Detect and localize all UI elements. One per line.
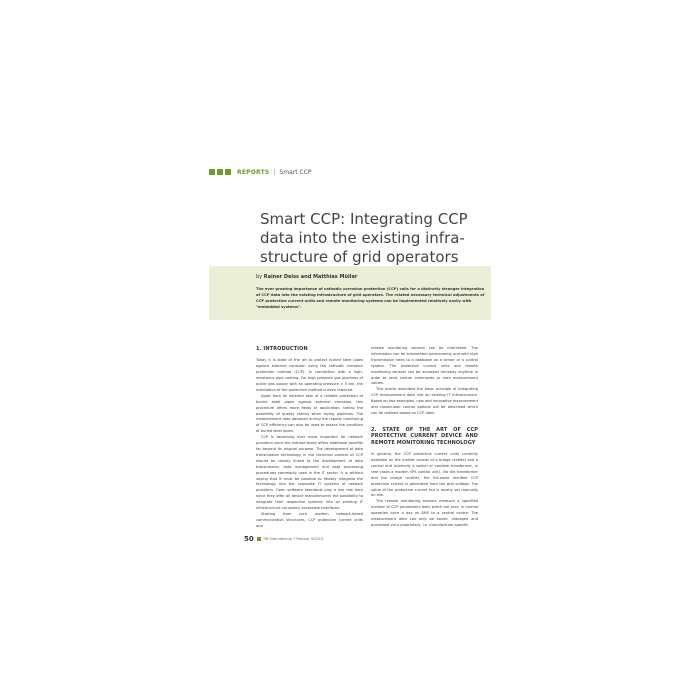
paragraph: Today it is state of the art to protect buried steel pipes against external corrosion using the cathodic corrosion protection method (CCP). In connection with a high-resistance pipe coating. For high pressure gas pipelines of public gas supply with an operating pressure > 5 bar, the installation of the protection method is even required. bbox=[256, 358, 363, 392]
paragraph: CCP is becoming ever more important for network providers since the method today offers additional benefits far beyond its original purpose. The development of data transmission technology in the technical context of CCP should be closely linked to the development of data transmission, data management and data processing procedures commonly used in the IT sector. It is without saying that it must be possible to flexibly integrate the technology into the corporate IT systems of network providers. Open software standards play a key role here since they offer all device manufacturers the possibility to integrate their respective systems into an existing IT infrastructure via openly accessible interfaces. bbox=[256, 435, 363, 511]
paragraph: In general, the CCP protective current units currently available on the market consist of a bridge rectifier and a control unit (normally a switch or variable transformer, in rare cases a modern SPS control unit). Via the transformer and the bridge rectifier, the full-wave rectified CCP protective current is generated from the grid voltage. The value of the protective current fed is mostly set manually on site. bbox=[371, 452, 478, 498]
page-number: 50 bbox=[244, 535, 254, 543]
section-header bbox=[209, 167, 311, 177]
abstract-text: The ever growing importance of cathodic corrosion protection (CCP) calls for a distinctly stronger integration of CCP data into the existing infrastructure of grid operators. The related necessary technical adjustments of CCP protective current units and remote monitoring systems can be implemented relatively easily with "embedded systems". bbox=[256, 287, 485, 309]
paragraph: Apart from its inherent task of a reliable protection of buried steel pipes against external corrosion, this procedure offers more fields of application, taking the possibility of quality checks when laying pipelines. The measurement data obtained during the regular monitoring of CCP efficiency can also be used to assess the condition of buried steel pipes. bbox=[256, 393, 363, 434]
section-subtitle: Smart CCP bbox=[279, 168, 312, 176]
paragraph: Starting from such modern network-based communication structures, CCP protective current units and bbox=[256, 511, 363, 528]
section-label: REPORTS bbox=[237, 168, 270, 176]
paragraph: This article describes the basic principle of integrating CCP measurement data into an existing IT infrastructure. Based on two examples, new and innovative measurement and closed-loop control options will be described which can be realised based on CCP data. bbox=[371, 387, 478, 415]
footer-marker-icon bbox=[257, 537, 261, 541]
byline bbox=[256, 274, 357, 280]
publication-info: 3R International 7 Februar 9/2013 bbox=[263, 537, 324, 541]
right-column bbox=[371, 346, 478, 529]
left-column bbox=[256, 346, 363, 530]
section-marker-icon bbox=[209, 169, 231, 175]
byline-prefix: by bbox=[256, 274, 263, 280]
page-footer bbox=[244, 535, 323, 543]
byline-authors: Rainer Deiss and Matthias Müller bbox=[263, 274, 358, 280]
paragraph: The remote monitoring sensors measure a specified number of CCP parameters daily which are sent, in normal operation once a day as SMS to a central centre. The measurement data can only be saved, managed and processed via a proprietary, i.e. manufacturer-specific bbox=[371, 499, 478, 527]
section-heading-introduction: 1. INTRODUCTION bbox=[256, 346, 308, 352]
section-heading-state-of-art: 2. STATE OF THE ART OF CCP PROTECTIVE CURRENT DEVICE AND REMOTE MONITORING TECHNOLOGY bbox=[371, 426, 478, 446]
paragraph: remote monitoring sensors can be interlinked. The information can be transmitted permanently and with high transmission rates to a database on a server or a control system. The protective current units and remote monitoring sensors can be accessed remotely anytime in order to send control commands or read measurement values. bbox=[371, 346, 478, 386]
section-separator: | bbox=[273, 168, 276, 176]
article-title: Smart CCP: Integrating CCP data into the existing infra-structure of grid operators bbox=[260, 210, 468, 267]
